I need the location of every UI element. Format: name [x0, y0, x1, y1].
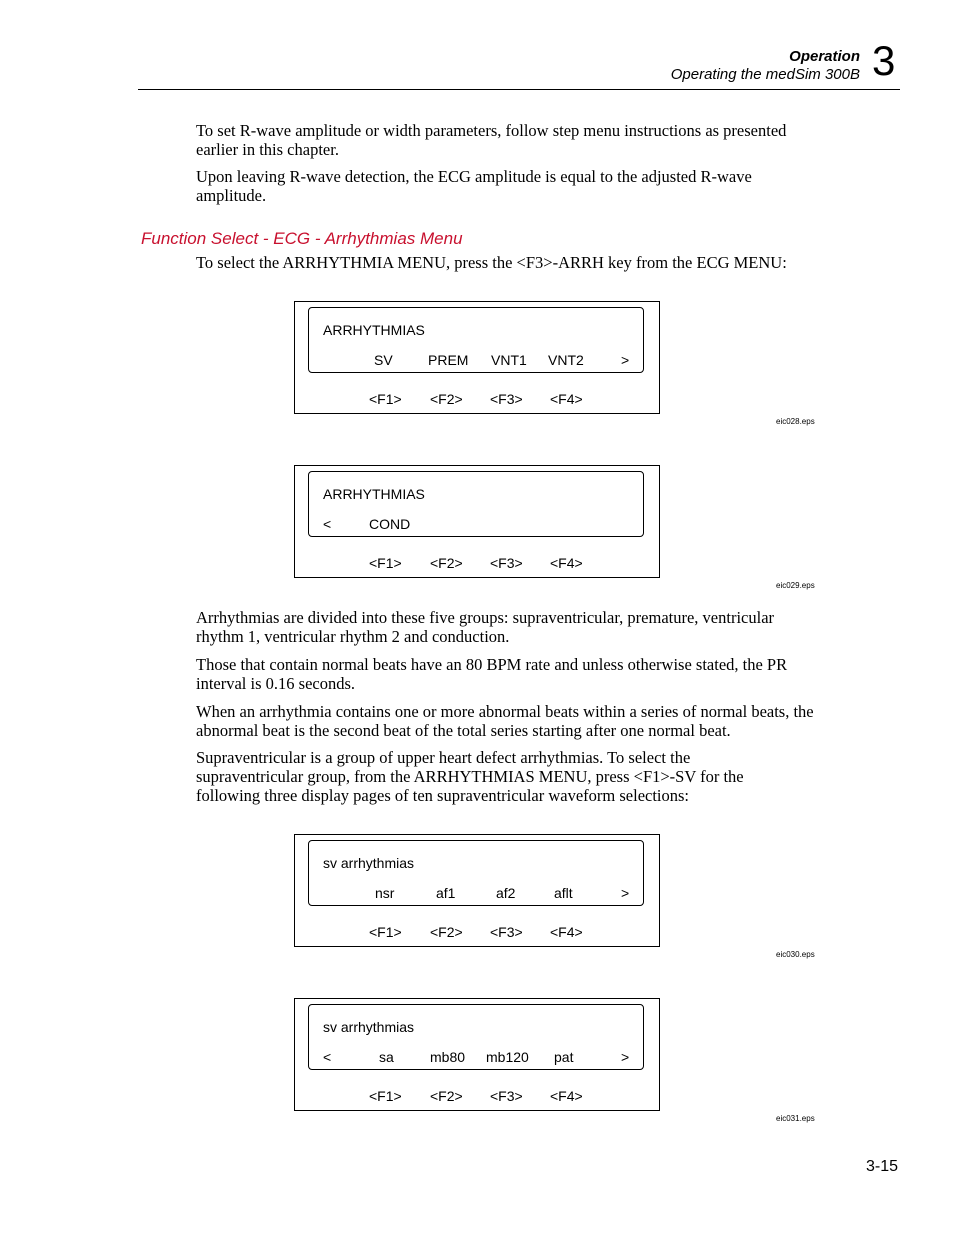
lcd-item: <	[323, 516, 332, 532]
figure-label: eic029.eps	[776, 581, 815, 590]
f1-key-label: <F1>	[369, 391, 402, 407]
lcd-item: aflt	[554, 885, 573, 901]
lcd-title: sv arrhythmias	[323, 1019, 415, 1035]
chapter-number: 3	[872, 37, 896, 84]
lcd-item: PREM	[428, 352, 469, 368]
figure-label: eic031.eps	[776, 1114, 815, 1123]
paragraph: Arrhythmias are divided into these five groups: supraventricular, premature, ventricular rhythm 1, ventricular rhythm 2 and conduction.	[196, 608, 775, 646]
paragraph: To set R-wave amplitude or width parameters, follow step menu instructions as presented earlier in this chapter.	[196, 121, 787, 159]
f3-key-label: <F3>	[490, 555, 523, 571]
lcd-item: >	[621, 885, 630, 901]
section-heading: Function Select - ECG - Arrhythmias Menu	[141, 229, 463, 248]
chapter-title: Operation	[789, 48, 860, 65]
lcd-figure	[294, 301, 660, 414]
lcd-item: >	[621, 1049, 630, 1065]
f2-key-label: <F2>	[430, 1088, 463, 1104]
f3-key-label: <F3>	[490, 391, 523, 407]
lcd-item: SV	[374, 352, 393, 368]
f1-key-label: <F1>	[369, 924, 402, 940]
lcd-display	[308, 840, 644, 906]
lcd-display	[308, 471, 644, 537]
lcd-item: nsr	[375, 885, 395, 901]
lcd-item: >	[621, 352, 630, 368]
lcd-item: VNT1	[491, 352, 527, 368]
f4-key-label: <F4>	[550, 391, 583, 407]
lcd-figure	[294, 834, 660, 947]
lcd-item: mb80	[430, 1049, 466, 1065]
lcd-figure	[294, 465, 660, 578]
page-number: 3-15	[866, 1158, 899, 1175]
f3-key-label: <F3>	[490, 924, 523, 940]
lcd-display	[308, 1004, 644, 1070]
figure-label: eic028.eps	[776, 417, 815, 426]
f2-key-label: <F2>	[430, 555, 463, 571]
f1-key-label: <F1>	[369, 555, 402, 571]
f4-key-label: <F4>	[550, 1088, 583, 1104]
lcd-item: <	[323, 1049, 332, 1065]
f4-key-label: <F4>	[550, 924, 583, 940]
paragraph: Supraventricular is a group of upper heart defect arrhythmias. To select the supraventricular group, from the ARRHYTHMIAS MENU, press <F1>-SV for the following three display pages of ten supraventricular waveform selections:	[196, 748, 744, 805]
lcd-title: ARRHYTHMIAS	[323, 486, 425, 502]
lcd-item: mb120	[486, 1049, 529, 1065]
lcd-item: af2	[496, 885, 516, 901]
f3-key-label: <F3>	[490, 1088, 523, 1104]
lcd-item: sa	[379, 1049, 394, 1065]
f2-key-label: <F2>	[430, 924, 463, 940]
paragraph: When an arrhythmia contains one or more abnormal beats within a series of normal beats, the abnormal beat is the second beat of the total series starting after one normal beat.	[196, 702, 814, 740]
lcd-item: af1	[436, 885, 456, 901]
f2-key-label: <F2>	[430, 391, 463, 407]
lcd-item: VNT2	[548, 352, 584, 368]
paragraph: Upon leaving R-wave detection, the ECG amplitude is equal to the adjusted R-wave amplitude.	[196, 167, 752, 205]
header-rule	[138, 89, 900, 90]
paragraph: To select the ARRHYTHMIA MENU, press the <F3>-ARRH key from the ECG MENU:	[196, 253, 787, 272]
lcd-title: ARRHYTHMIAS	[323, 322, 425, 338]
lcd-display	[308, 307, 644, 373]
lcd-figure	[294, 998, 660, 1111]
lcd-title: sv arrhythmias	[323, 855, 415, 871]
f4-key-label: <F4>	[550, 555, 583, 571]
lcd-item: COND	[369, 516, 411, 532]
f1-key-label: <F1>	[369, 1088, 402, 1104]
figure-label: eic030.eps	[776, 950, 815, 959]
section-title: Operating the medSim 300B	[670, 66, 860, 83]
lcd-item: pat	[554, 1049, 574, 1065]
paragraph: Those that contain normal beats have an 80 BPM rate and unless otherwise stated, the PR interval is 0.16 seconds.	[196, 655, 788, 693]
